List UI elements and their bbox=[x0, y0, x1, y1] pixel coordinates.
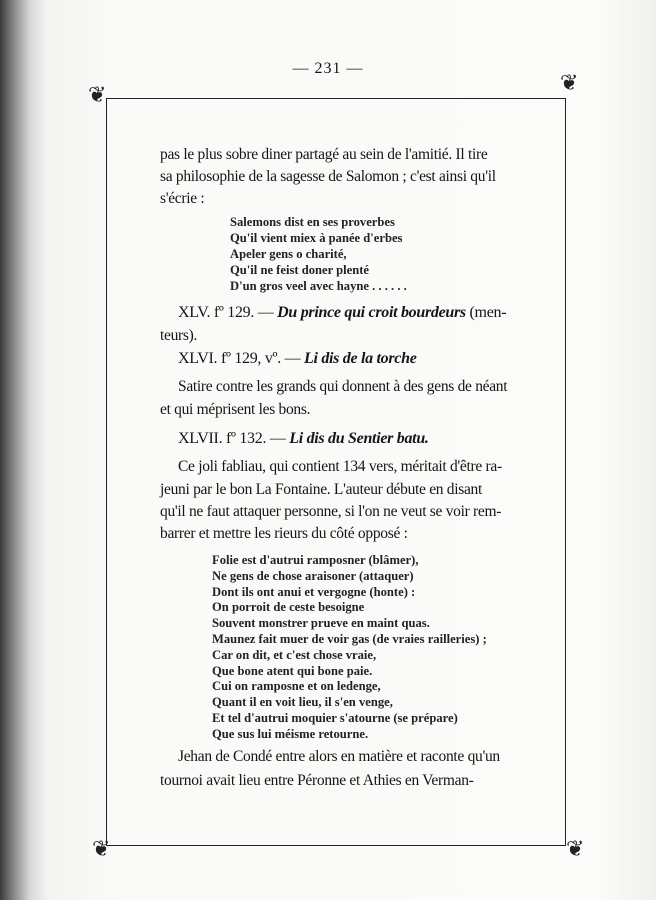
entry-ref: XLVII. fº 132. — bbox=[178, 430, 290, 447]
verse-line: Que sus lui méisme retourne. bbox=[212, 727, 369, 741]
paragraph-line: teurs). bbox=[160, 327, 198, 344]
verse-line: Souvent monstrer prueve en maint quas. bbox=[212, 616, 430, 630]
verse-line: Folie est d'autrui ramposner (blâmer), bbox=[212, 553, 419, 567]
paragraph-line: s'écrie : bbox=[160, 190, 205, 207]
entry-ref: XLV. fº 129. — bbox=[178, 304, 278, 321]
paragraph-line: Jehan de Condé entre alors en matière et raconte qu'un bbox=[178, 748, 500, 765]
paragraph-line: barrer et mettre les rieurs du côté opposé : bbox=[160, 525, 408, 542]
corner-ornament-icon: ❦ bbox=[88, 82, 107, 107]
corner-ornament-icon: ❦ bbox=[92, 836, 111, 861]
entry-rest: (men- bbox=[465, 304, 507, 321]
verse-line: Maunez fait muer de voir gas (de vraies railleries) ; bbox=[212, 632, 487, 646]
verse-line: Dont ils ont anui et vergogne (honte) : bbox=[212, 585, 416, 599]
verse-line: Qu'il ne feist doner plenté bbox=[230, 263, 369, 277]
paragraph-line: qu'il ne faut attaquer personne, si l'on ne veut se voir rem- bbox=[160, 503, 502, 520]
verse-line: Salemons dist en ses proverbes bbox=[230, 215, 395, 229]
verse-line: Car on dit, et c'est chose vraie, bbox=[212, 648, 377, 662]
paragraph-line: Ce joli fabliau, qui contient 134 vers, méritait d'être ra- bbox=[178, 458, 502, 475]
entry-xlvi bbox=[178, 349, 417, 369]
paragraph-line: et qui méprisent les bons. bbox=[160, 401, 311, 418]
entry-xlvii bbox=[178, 429, 429, 449]
corner-ornament-icon: ❦ bbox=[560, 70, 579, 95]
verse-line: Apeler gens o charité, bbox=[230, 247, 347, 261]
paragraph-line: tournoi avait lieu entre Péronne et Athies en Verman- bbox=[160, 772, 474, 789]
paragraph-line: jeuni par le bon La Fontaine. L'auteur débute en disant bbox=[160, 481, 483, 498]
page-number: — 231 — bbox=[292, 60, 364, 77]
verse-line: Quant il en voit lieu, il s'en venge, bbox=[212, 695, 393, 709]
verse-line: On porroit de ceste besoigne bbox=[212, 600, 365, 614]
verse-line: Et tel d'autrui moquier s'atourne (se prépare) bbox=[212, 711, 458, 725]
entry-title: Li dis du Sentier batu. bbox=[289, 430, 429, 447]
verse-line: Cui on ramposne et on ledenge, bbox=[212, 679, 381, 693]
corner-ornament-icon: ❦ bbox=[566, 836, 585, 861]
verse-line: Que bone atent qui bone paie. bbox=[212, 664, 373, 678]
paragraph-line: pas le plus sobre diner partagé au sein de l'amitié. Il tire bbox=[160, 146, 488, 163]
entry-title: Du prince qui croit bourdeurs bbox=[277, 304, 466, 321]
entry-ref: XLVI. fº 129, vº. — bbox=[178, 350, 304, 367]
entry-xlv bbox=[178, 303, 506, 323]
paragraph-line: sa philosophie de la sagesse de Salomon ; c'est ainsi qu'il bbox=[160, 168, 496, 185]
verse-line: Ne gens de chose araisoner (attaquer) bbox=[212, 569, 414, 583]
verse-line: D'un gros veel avec hayne . . . . . . bbox=[230, 279, 407, 293]
verse-line: Qu'il vient miex à panée d'erbes bbox=[230, 231, 403, 245]
entry-title: Li dis de la torche bbox=[304, 350, 417, 367]
paragraph-line: Satire contre les grands qui donnent à des gens de néant bbox=[178, 378, 508, 395]
